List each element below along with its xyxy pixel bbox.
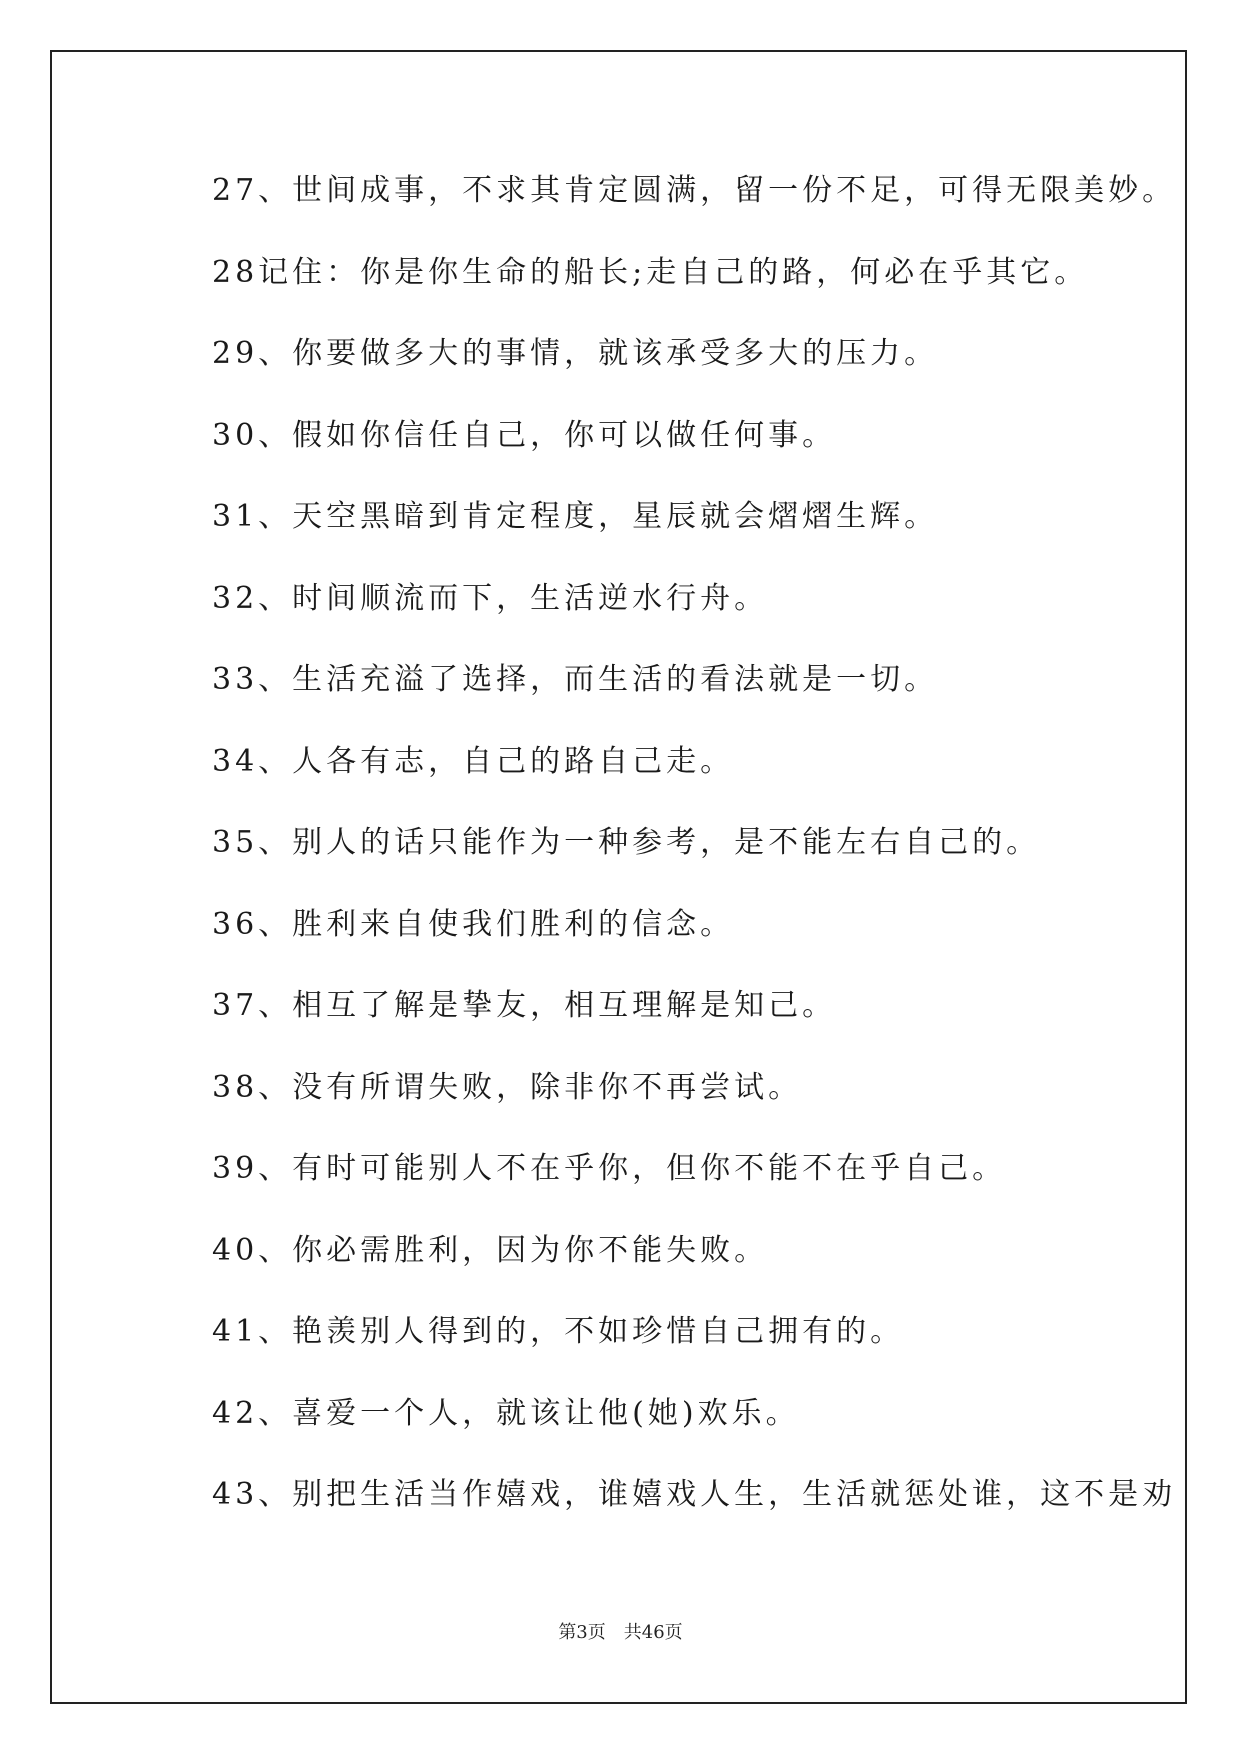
text-line: 40、你必需胜利，因为你不能失败。 xyxy=(212,1232,769,1268)
text-line: 31、天空黑暗到肯定程度，星辰就会熠熠生辉。 xyxy=(212,499,939,534)
document-body xyxy=(212,168,1177,1554)
text-line: 34、人各有志，自己的路自己走。 xyxy=(212,743,735,779)
text-line: 33、生活充溢了选择，而生活的看法就是一切。 xyxy=(212,662,939,697)
text-line: 28记住：你是你生命的船长;走自己的路，何必在乎其它。 xyxy=(212,254,1089,290)
text-line: 32、时间顺流而下，生活逆水行舟。 xyxy=(212,580,769,616)
text-line: 36、胜利来自使我们胜利的信念。 xyxy=(212,906,735,942)
text-line: 35、别人的话只能作为一种参考，是不能左右自己的。 xyxy=(212,825,1041,860)
text-line: 30、假如你信任自己，你可以做任何事。 xyxy=(212,417,837,453)
page-number-footer: 第3页 共46页 xyxy=(558,1622,683,1643)
text-line: 39、有时可能别人不在乎你，但你不能不在乎自己。 xyxy=(212,1151,1007,1186)
text-line: 27、世间成事，不求其肯定圆满，留一份不足，可得无限美妙。 xyxy=(212,173,1177,208)
text-line: 29、你要做多大的事情，就该承受多大的压力。 xyxy=(212,336,939,371)
text-line: 42、喜爱一个人，就该让他(她)欢乐。 xyxy=(212,1395,800,1431)
text-line: 37、相互了解是挚友，相互理解是知己。 xyxy=(212,988,837,1023)
text-line: 43、别把生活当作嬉戏，谁嬉戏人生，生活就惩处谁，这不是劝 xyxy=(212,1477,1177,1512)
text-line: 38、没有所谓失败，除非你不再尝试。 xyxy=(212,1069,803,1105)
text-line: 41、艳羡别人得到的，不如珍惜自己拥有的。 xyxy=(212,1314,905,1349)
